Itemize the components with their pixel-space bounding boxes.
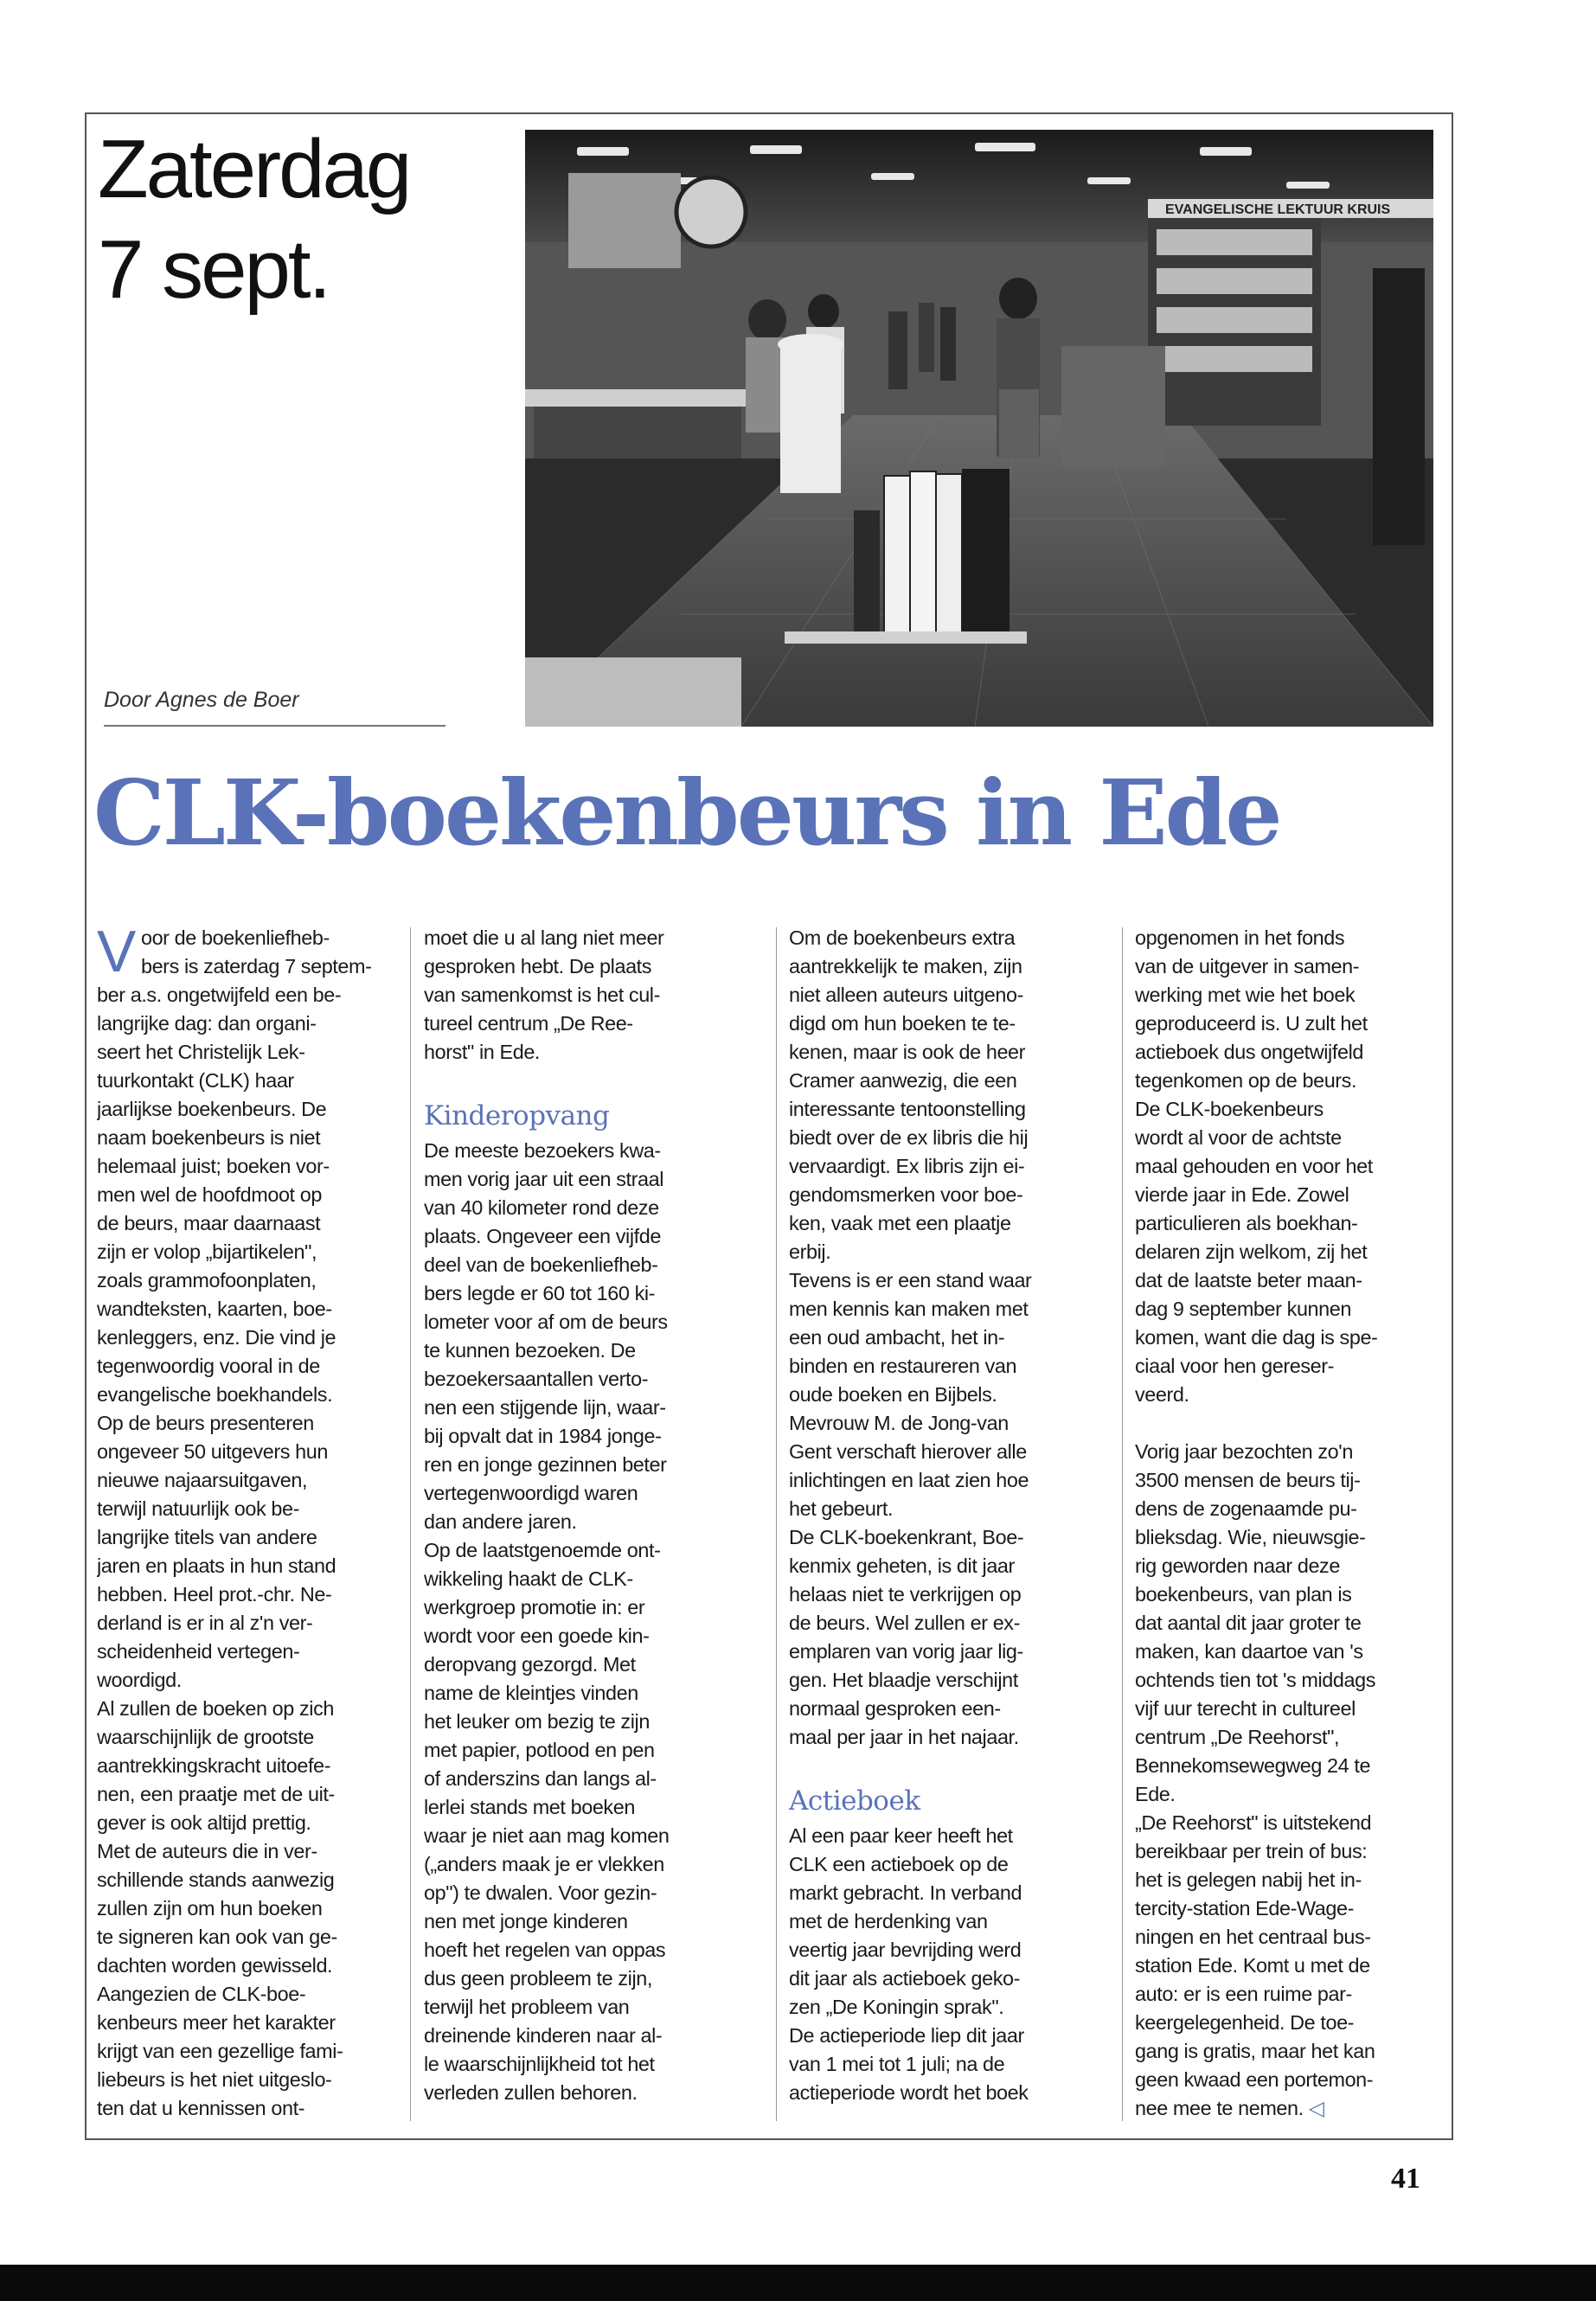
text-line: jaren en plaats in hun stand [97,1554,337,1577]
subhead-kinderopvang: Kinderopvang [424,1100,610,1131]
last-line-text: nee mee te nemen. [1135,2097,1304,2119]
text-line: te signeren kan ook van ge- [97,1926,337,1948]
text-line: het is gelegen nabij het in- [1135,1868,1362,1891]
text-line: men wel de hoofdmoot op [97,1183,322,1206]
text-line: wordt voor een goede kin- [424,1625,650,1647]
text-line: „De Reehorst" is uitstekend [1135,1811,1372,1834]
text-line: ren en jonge gezinnen beter [424,1453,667,1476]
text-line: krijgt van een gezellige fami- [97,2040,343,2062]
text-line: ten dat u kennissen ont- [97,2097,305,2119]
text-line: ningen en het centraal bus- [1135,1926,1371,1948]
text-line: nen met jonge kinderen [424,1910,628,1932]
text-line: gang is gratis, maar het kan [1135,2040,1375,2062]
text-line: aantrekkingskracht uitoefe- [97,1754,331,1777]
date-title: Zaterdag 7 sept. [98,123,410,316]
text-line: rig geworden naar deze [1135,1554,1340,1577]
text-line: veerd. [1135,1383,1189,1406]
text-line: Mevrouw M. de Jong-van [789,1412,1009,1434]
text-line: lerlei stands met boeken [424,1796,635,1818]
text-line: gesproken hebt. De plaats [424,955,652,977]
text-line: waar je niet aan mag komen [424,1824,670,1847]
text-line: aantrekkelijk te maken, zijn [789,955,1022,977]
text-line: van de uitgever in samen- [1135,955,1360,977]
text-line: gendomsmerken voor boe- [789,1183,1023,1206]
text-line: helemaal juist; boeken vor- [97,1155,330,1177]
subhead-actieboek: Actieboek [789,1785,920,1817]
text-line: blieksdag. Wie, nieuwsgie- [1135,1526,1366,1548]
text-line: actieboek dus ongetwijfeld [1135,1041,1363,1063]
text-line: lometer voor af om de beurs [424,1311,668,1333]
text-line: centrum „De Reehorst", [1135,1726,1340,1748]
text-line: jaarlijkse boekenbeurs. De [97,1098,327,1120]
text-line: woordigd. [97,1669,182,1691]
text-line: op") te dwalen. Voor gezin- [424,1881,657,1904]
text-line: Op de beurs presenteren [97,1412,314,1434]
text-line: 3500 mensen de beurs tij- [1135,1469,1361,1491]
text-line: zullen zijn om hun boeken [97,1897,323,1920]
text-line: werking met wie het boek [1135,984,1356,1006]
text-line: particulieren als boekhan- [1135,1212,1358,1234]
text-line: Vorig jaar bezochten zo'n [1135,1440,1353,1463]
text-line: keergelegenheid. De toe- [1135,2011,1355,2034]
text-line: erbij. [789,1240,831,1263]
text-line: dus geen probleem te zijn, [424,1967,652,1990]
text-line: terwijl natuurlijk ook be- [97,1497,300,1520]
text-line: boekenbeurs, van plan is [1135,1583,1352,1606]
text-line: men kennis kan maken met [789,1298,1029,1320]
text-line: normaal gesproken een- [789,1697,1001,1720]
text-line: veertig jaar bevrijding werd [789,1939,1022,1961]
text-line: hebben. Heel prot.-chr. Ne- [97,1583,332,1606]
text-line: werkgroep promotie in: er [424,1596,645,1618]
text-line: deel van de boekenliefheb- [424,1253,658,1276]
text-line: ongeveer 50 uitgevers hun [97,1440,328,1463]
text-line: Tevens is er een stand waar [789,1269,1032,1292]
byline: Door Agnes de Boer [104,688,299,712]
text-line: van samenkomst is het cul- [424,984,660,1006]
bottom-band [0,2265,1596,2301]
text-line: nen, een praatje met de uit- [97,1783,335,1805]
text-line: bij opvalt dat in 1984 jonge- [424,1425,662,1447]
text-line: Cramer aanwezig, die een [789,1069,1017,1092]
text-line: De actieperiode liep dit jaar [789,2024,1024,2047]
column-3 [789,924,1083,2133]
text-line: maal per jaar in het najaar. [789,1726,1019,1748]
text-line: kenbeurs meer het karakter [97,2011,336,2034]
book-fair-photo-illustration [525,130,1433,727]
text-line: CLK een actieboek op de [789,1853,1009,1875]
text-line: verleden zullen behoren. [424,2081,638,2104]
text-line: vierde jaar in Ede. Zowel [1135,1183,1349,1206]
text-line: seert het Christelijk Lek- [97,1041,305,1063]
text-line: ken, vaak met een plaatje [789,1212,1011,1234]
headline: CLK-boekenbeurs in Ede [93,760,1280,866]
text-line: bezoekersaantallen verto- [424,1368,649,1390]
text-line: tegenkomen op de beurs. [1135,1069,1357,1092]
text-line: tercity-station Ede-Wage- [1135,1897,1355,1920]
text-line: het leuker om bezig te zijn [424,1710,650,1733]
column-divider [776,927,777,2121]
text-line: met de herdenking van [789,1910,988,1932]
text-line: dens de zogenaamde pu- [1135,1497,1357,1520]
photo-sign-text: EVANGELISCHE LEKTUUR KRUIS [1165,202,1391,217]
text-line: het gebeurt. [789,1497,894,1520]
text-line: binden en restaureren van [789,1355,1017,1377]
text-line: zen „De Koningin sprak". [789,1996,1004,2018]
text-line: langrijke dag: dan organi- [97,1012,317,1035]
text-line: ber a.s. ongetwijfeld een be- [97,984,342,1006]
text-line: wordt al voor de achtste [1135,1126,1342,1149]
text-line: De CLK-boekenkrant, Boe- [789,1526,1024,1548]
text-line: kenmix geheten, is dit jaar [789,1554,1015,1577]
text-line: liebeurs is het niet uitgeslo- [97,2068,332,2091]
text-line: bers legde er 60 tot 160 ki- [424,1282,656,1304]
text-line: bereikbaar per trein of bus: [1135,1840,1368,1862]
text-line: dreinende kinderen naar al- [424,2024,663,2047]
text-line: gen. Het blaadje verschijnt [789,1669,1018,1691]
text-line: van 40 kilometer rond deze [424,1196,659,1219]
text-line: Aangezien de CLK-boe- [97,1983,306,2005]
text-line-last [1135,2094,1429,2123]
text-line: Gent verschaft hierover alle [789,1440,1027,1463]
text-line: tureel centrum „De Ree- [424,1012,633,1035]
text-line: ochtends tien tot 's middags [1135,1669,1376,1691]
text-line: kenen, maar is ook de heer [789,1041,1026,1063]
text-line: opgenomen in het fonds [1135,926,1345,949]
column-2 [424,924,718,2133]
text-line: inlichtingen en laat zien hoe [789,1469,1029,1491]
text-line: Bennekomsewegweg 24 te [1135,1754,1371,1777]
text-line: interessante tentoonstelling [789,1098,1026,1120]
text-line: De meeste bezoekers kwa- [424,1139,661,1162]
text-line: terwijl het probleem van [424,1996,630,2018]
text-line: horst" in Ede. [424,1041,541,1063]
text-line: wikkeling haakt de CLK- [424,1567,633,1590]
text-line: dat de laatste beter maan- [1135,1269,1362,1292]
text-line: men vorig jaar uit een straal [424,1168,664,1190]
book-fair-photo [525,130,1433,727]
text-line: tuurkontakt (CLK) haar [97,1069,294,1092]
text-line: de beurs, maar daarnaast [97,1212,321,1234]
text-line: Om de boekenbeurs extra [789,926,1016,949]
text-line: tegenwoordig vooral in de [97,1355,320,1377]
text-line: schillende stands aanwezig [97,1868,335,1891]
text-line: bers is zaterdag 7 septem- [140,955,372,977]
article-body [97,924,1438,2133]
text-line: scheidenheid vertegen- [97,1640,300,1663]
text-line: le waarschijnlijkheid tot het [424,2053,655,2075]
text-line: vijf uur terecht in cultureel [1135,1697,1356,1720]
text-line: gever is ook altijd prettig. [97,1811,311,1834]
end-mark-icon: ◁ [1308,2097,1324,2119]
column-divider [1122,927,1123,2121]
text-line: te kunnen bezoeken. De [424,1339,636,1362]
text-line: naam boekenbeurs is niet [97,1126,321,1149]
text-line: ciaal voor hen gereser- [1135,1355,1335,1377]
text-line: evangelische boekhandels. [97,1383,333,1406]
text-line: van 1 mei tot 1 juli; na de [789,2053,1005,2075]
text-line: station Ede. Komt u met de [1135,1954,1370,1977]
text-line: derland is er in al z'n ver- [97,1612,313,1634]
text-line: markt gebracht. In verband [789,1881,1022,1904]
text-line: zoals grammofoonplaten, [97,1269,317,1292]
byline-rule [104,725,445,727]
text-line: dat aantal dit jaar groter te [1135,1612,1362,1634]
page-number: 41 [1391,2163,1420,2195]
text-line: zijn er volop „bijartikelen", [97,1240,317,1263]
text-line: („anders maak je er vlekken [424,1853,664,1875]
text-line: Op de laatstgenoemde ont- [424,1539,661,1561]
column-4 [1135,924,1429,2133]
text-line: digd om hun boeken te te- [789,1012,1016,1035]
text-line: dit jaar als actieboek geko- [789,1967,1021,1990]
text-line: dachten worden gewisseld. [97,1954,333,1977]
text-line: met papier, potlood en pen [424,1739,655,1761]
text-line: de beurs. Wel zullen er ex- [789,1612,1020,1634]
text-line: niet alleen auteurs uitgeno- [789,984,1023,1006]
text-line: oude boeken en Bijbels. [789,1383,997,1406]
text-line: deropvang gezorgd. Met [424,1653,636,1676]
text-line: hoeft het regelen van oppas [424,1939,666,1961]
text-line: langrijke titels van andere [97,1526,317,1548]
text-line: dan andere jaren. [424,1510,577,1533]
text-line: waarschijnlijk de grootste [97,1726,314,1748]
text-line: auto: er is een ruime par- [1135,1983,1352,2005]
text-line: oor de boekenliefheb- [140,926,330,949]
text-line: dag 9 september kunnen [1135,1298,1351,1320]
text-line: emplaren van vorig jaar lig- [789,1640,1023,1663]
text-line: name de kleintjes vinden [424,1682,638,1704]
text-line: nen een stijgende lijn, waar- [424,1396,666,1419]
text-line: plaats. Ongeveer een vijfde [424,1225,661,1247]
text-line: een oud ambacht, het in- [789,1326,1005,1349]
text-line: helaas niet te verkrijgen op [789,1583,1022,1606]
text-line: Met de auteurs die in ver- [97,1840,317,1862]
text-line: geen kwaad een portemon- [1135,2068,1374,2091]
text-line: kenleggers, enz. Die vind je [97,1326,337,1349]
text-line: wandteksten, kaarten, boe- [97,1298,332,1320]
text-line: maal gehouden en voor het [1135,1155,1373,1177]
text-line: delaren zijn welkom, zij het [1135,1240,1368,1263]
text-line: maken, kan daartoe van 's [1135,1640,1363,1663]
text-line: komen, want die dag is spe- [1135,1326,1378,1349]
text-line: De CLK-boekenbeurs [1135,1098,1324,1120]
text-line: moet die u al lang niet meer [424,926,664,949]
text-line: Ede. [1135,1783,1176,1805]
text-line: vervaardigt. Ex libris zijn ei- [789,1155,1025,1177]
text-line: of anderszins dan langs al- [424,1767,657,1790]
column-1 [97,924,391,2133]
text-line: vertegenwoordigd waren [424,1482,638,1504]
column-divider [410,927,411,2121]
text-line: nieuwe najaarsuitgaven, [97,1469,308,1491]
text-line: actieperiode wordt het boek [789,2081,1029,2104]
drop-cap: V [97,924,136,984]
text-line: geproduceerd is. U zult het [1135,1012,1368,1035]
text-line: Al een paar keer heeft het [789,1824,1013,1847]
text-line: biedt over de ex libris die hij [789,1126,1029,1149]
text-line: Al zullen de boeken op zich [97,1697,334,1720]
